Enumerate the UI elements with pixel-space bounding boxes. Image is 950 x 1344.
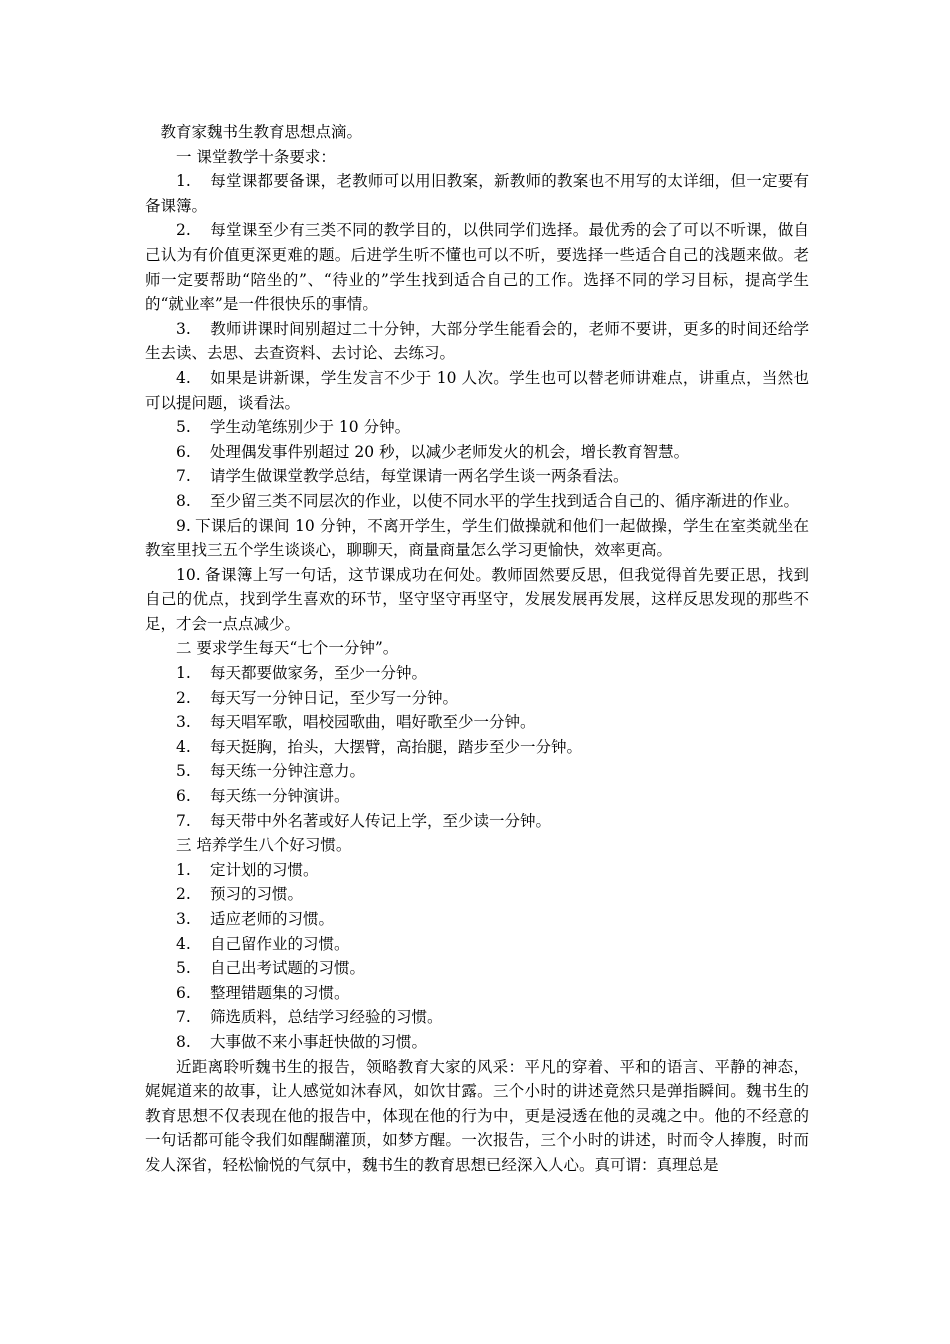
list-item [145, 710, 809, 735]
section-heading-2: 二 要求学生每天“七个一分钟”。 [176, 639, 399, 658]
document-page [145, 120, 809, 1178]
item-number: 10. [176, 565, 201, 584]
item-number: 6. [176, 442, 191, 461]
section-heading-3: 三 培养学生八个好习惯。 [176, 836, 352, 855]
list-item [145, 956, 809, 981]
document-title: 教育家魏书生教育思想点滴。 [160, 123, 363, 141]
item-text: 适应老师的习惯。 [210, 910, 335, 928]
item-text: 大事做不来小事赶快做的习惯。 [210, 1032, 428, 1051]
item-number: 7. [176, 811, 191, 830]
item-number: 3. [176, 910, 191, 928]
list-item [145, 809, 809, 834]
list-item [145, 415, 809, 440]
list-item [145, 759, 809, 784]
item-text: 学生动笔练别少于 10 分钟。 [210, 418, 411, 437]
list-item [145, 882, 809, 907]
list-item [145, 686, 809, 711]
item-number: 6. [176, 787, 191, 806]
item-number: 1. [176, 860, 191, 879]
item-text: 筛选质料，总结学习经验的习惯。 [210, 1008, 443, 1027]
list-item [145, 489, 809, 514]
item-number: 4. [176, 737, 191, 756]
item-number: 5. [176, 762, 191, 781]
item-text: 每天练一分钟演讲。 [210, 787, 350, 806]
list-item [145, 661, 809, 686]
list-item [145, 514, 809, 563]
item-text: 每天都要做家务，至少一分钟。 [210, 664, 428, 683]
item-text: 自己留作业的习惯。 [210, 934, 350, 953]
list-item [145, 907, 809, 932]
list-item [145, 858, 809, 883]
list-item [145, 169, 809, 218]
item-number: 7. [176, 467, 191, 486]
list-item [145, 735, 809, 760]
item-number: 9. [176, 516, 191, 535]
list-item [145, 366, 809, 415]
item-number: 1. [176, 664, 191, 683]
item-text: 定计划的习惯。 [210, 860, 319, 879]
item-number: 8. [176, 1032, 191, 1051]
item-text: 每天挺胸，抬头，大摆臂，高抬腿，踏步至少一分钟。 [210, 737, 583, 756]
item-text: 每天唱军歌，唱校园歌曲，唱好歌至少一分钟。 [210, 713, 536, 732]
item-text: 整理错题集的习惯。 [210, 983, 350, 1002]
item-text: 每天练一分钟注意力。 [210, 762, 366, 781]
item-text: 每堂课都要备课，老教师可以用旧教案，新教师的教案也不用写的太详细，但一定要有备课簿。 [145, 172, 809, 215]
item-text: 如果是讲新课，学生发言不少于 10 人次。学生也可以替老师讲难点，讲重点，当然也可以提问题，谈看法。 [145, 368, 809, 412]
item-text: 每堂课至少有三类不同的教学目的，以供同学们选择。最优秀的会了可以不听课，做自己认为有价值更深更难的题。后进学生听不懂也可以不听，要选择一些适合自己的浅题来做。老师一定要帮助“陪坐的”、“待业的”学生找到适合自己的工作。选择不同的学习目标，提高学生的“就业率”是一件很快乐的事情。 [145, 221, 809, 314]
item-number: 7. [176, 1008, 191, 1027]
item-text: 备课簿上写一句话，这节课成功在何处。教师固然要反思，但我觉得首先要正思，找到自己的优点，找到学生喜欢的环节，坚守坚守再坚守，发展发展再发展，这样反思发现的那些不足，才会一点点减少。 [145, 565, 809, 633]
list-item [145, 218, 809, 316]
item-number: 4. [176, 934, 191, 953]
item-text: 下课后的课间 10 分钟，不离开学生，学生们做操就和他们一起做操，学生在室类就坐在教室里找三五个学生谈谈心，聊聊天，商量商量怎么学习更愉快，效率更高。 [145, 516, 809, 560]
item-number: 3. [176, 319, 191, 338]
list-item [145, 981, 809, 1006]
item-number: 2. [176, 221, 191, 240]
item-text: 预习的习惯。 [210, 885, 304, 904]
item-number: 1. [176, 172, 191, 191]
item-text: 每天带中外名著或好人传记上学，至少读一分钟。 [210, 811, 552, 830]
item-number: 5. [176, 418, 191, 437]
item-text: 请学生做课堂教学总结，每堂课请一两名学生谈一两条看法。 [210, 467, 629, 486]
item-text: 至少留三类不同层次的作业，以使不同水平的学生找到适合自己的、循序渐进的作业。 [210, 491, 800, 510]
list-item [145, 440, 809, 465]
closing-paragraph: 近距离聆听魏书生的报告，领略教育大家的风采：平凡的穿着、平和的语言、平静的神态，娓娓道来的故事，让人感觉如沐春风，如饮甘露。三个小时的讲述竟然只是弹指瞬间。魏书生的教育思想不仅表现在他的报告中，体现在他的行为中，更是浸透在他的灵魂之中。他的不经意的一句话都可能令我们如醒醐灌顶，如梦方醒。一次报告，三个小时的讲述，时而令人捧腹，时而发人深省，轻松愉悦的气氛中，魏书生的教育思想已经深入人心。真可谓：真理总是 [145, 1057, 809, 1174]
item-number: 5. [176, 959, 191, 978]
item-number: 6. [176, 983, 191, 1002]
list-item [145, 464, 809, 489]
list-item [145, 1030, 809, 1055]
item-number: 8. [176, 491, 191, 510]
list-item [145, 317, 809, 366]
list-item [145, 932, 809, 957]
list-item [145, 1005, 809, 1030]
item-number: 2. [176, 885, 191, 904]
list-item [145, 784, 809, 809]
item-text: 自己出考试题的习惯。 [210, 959, 366, 978]
item-number: 2. [176, 688, 191, 707]
item-number: 3. [176, 713, 191, 732]
item-number: 4. [176, 368, 191, 387]
item-text: 每天写一分钟日记，至少写一分钟。 [210, 688, 459, 707]
item-text: 教师讲课时间别超过二十分钟，大部分学生能看会的，老师不要讲，更多的时间还给学生去读、去思、去查资料、去讨论、去练习。 [145, 319, 809, 363]
section-heading-1: 一 课堂教学十条要求： [176, 147, 336, 166]
list-item [145, 563, 809, 637]
item-text: 处理偶发事件别超过 20 秒，以减少老师发火的机会，增长教育智慧。 [210, 442, 690, 461]
